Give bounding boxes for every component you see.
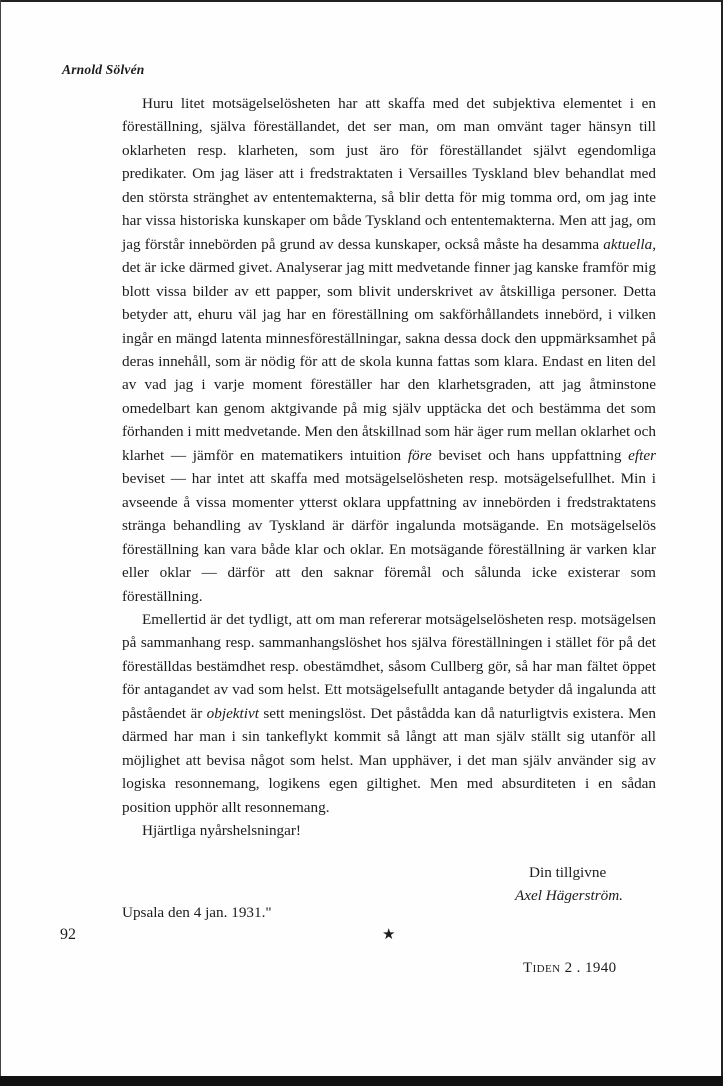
journal-name: Tiden	[523, 960, 561, 976]
signatory-name: Axel Hägerström.	[515, 887, 623, 905]
paragraph-1-text-1: Huru litet motsägelselösheten har att skaffa med det subjektiva elementet i en föreställning, själva föreställandet, det ser man, om man omvänt tager hänsyn till oklarheten resp. klarheten, som just äro för föreställandet självt egendomliga predikater. Om jag läser att i fredstraktaten i Versailles Tyskland blev behandlat med den största stränghet av ententemakterna, så blir detta för mig tomma ord, om jag inte har vissa historiska kunskaper om både Tyskland och ententemakterna. Men att jag, om jag förstår innebörden på grund av dessa kunskaper, också måste ha desamma	[122, 95, 656, 253]
paragraph-1-text-2: det är icke därmed givet. Analyserar jag mitt medvetande finner jag kanske framför mig blott vissa bilder av ett papper, som blivit underskrivet av åtskilliga personer. Detta betyder att, ehuru väl jag har en föreställning om sakförhållandets innebörd, i vilken ingår en mängd latenta minnesföreställningar, sakna dessa dock den uppmärksamhet på deras innehåll, som är nödig för att de skola kunna fattas som klara. Endast en liten del av vad jag i varje moment föreställer har den klarhetsgraden, att jag åtminstone omedelbart kan genom aktgivande på mig själv upptäcka det och bestämma det som förhanden i mitt medvetande. Men den åtskillnad som här äger rum mellan oklarhet och klarhet — jämför en matematikers intuition	[122, 259, 656, 464]
closing-signature	[515, 861, 623, 908]
paragraph-2-text-2: sett meningslöst. Det påstådda kan då naturligtvis existera. Men därmed har man i sin tankeflykt kommit så långt att man själv ställt sig utanför all möjlighet att bevisa något som helst. Man upphäver, i det man själv använder sig av logiska resonnemang, logikens egen giltighet. Men med absurditeten i en sådan position upphör allt resonnemang.	[122, 704, 656, 816]
scan-edge-left	[0, 0, 1, 1086]
letter-body	[122, 92, 656, 843]
closing-line: Din tillgivne	[529, 864, 607, 881]
paragraph-1-emphasis-3: efter	[628, 446, 657, 464]
dateline: Upsala den 4 jan. 1931."	[122, 904, 272, 921]
paragraph-1	[122, 92, 656, 608]
scan-edge-bottom	[0, 1076, 723, 1086]
section-separator-star-icon: ★	[382, 927, 396, 943]
paragraph-1-emphasis-2: före	[407, 446, 432, 464]
journal-footer	[523, 960, 617, 977]
greeting: Hjärtliga nyårshelsningar!	[142, 822, 301, 840]
paragraph-2-emphasis-1: objektivt	[206, 704, 259, 722]
paragraph-1-text-3: beviset och hans uppfattning	[438, 446, 622, 464]
journal-issue: 2 . 1940	[564, 960, 617, 976]
paragraph-2	[122, 608, 656, 819]
paragraph-1-text-4: beviset — har intet att skaffa med motsägelselösheten resp. motsägelsefullhet. Min i avseende å vissa momenter ytterst oklara uppfattning av innebörden i fredstraktatens stränga behandling av Tyskland är därför ingalunda motsägande. En motsägelselös föreställning kan vara både klar och oklar. En motsägande föreställning är varken klar eller oklar — därför att den saknar föremål och sålunda icke existerar som föreställning.	[122, 470, 656, 605]
running-head: Arnold Sölvén	[62, 62, 145, 77]
paragraph-1-emphasis-1: aktuella,	[603, 235, 657, 253]
paragraph-2-text-1: Emellertid är det tydligt, att om man refererar motsägelselösheten resp. motsägelsen på sammanhang resp. sammanhangslöshet hos själva föreställningen i stället för på det föreställdas bestämdhet resp. obestämdhet, såsom Cullberg gör, så har man fältet öppet för antagandet av vad som helst. Ett motsägelsefullt antagande betyder då ingalunda att påståendet är	[122, 610, 656, 722]
page-number: 92	[60, 926, 76, 943]
scan-edge-top	[0, 0, 723, 2]
